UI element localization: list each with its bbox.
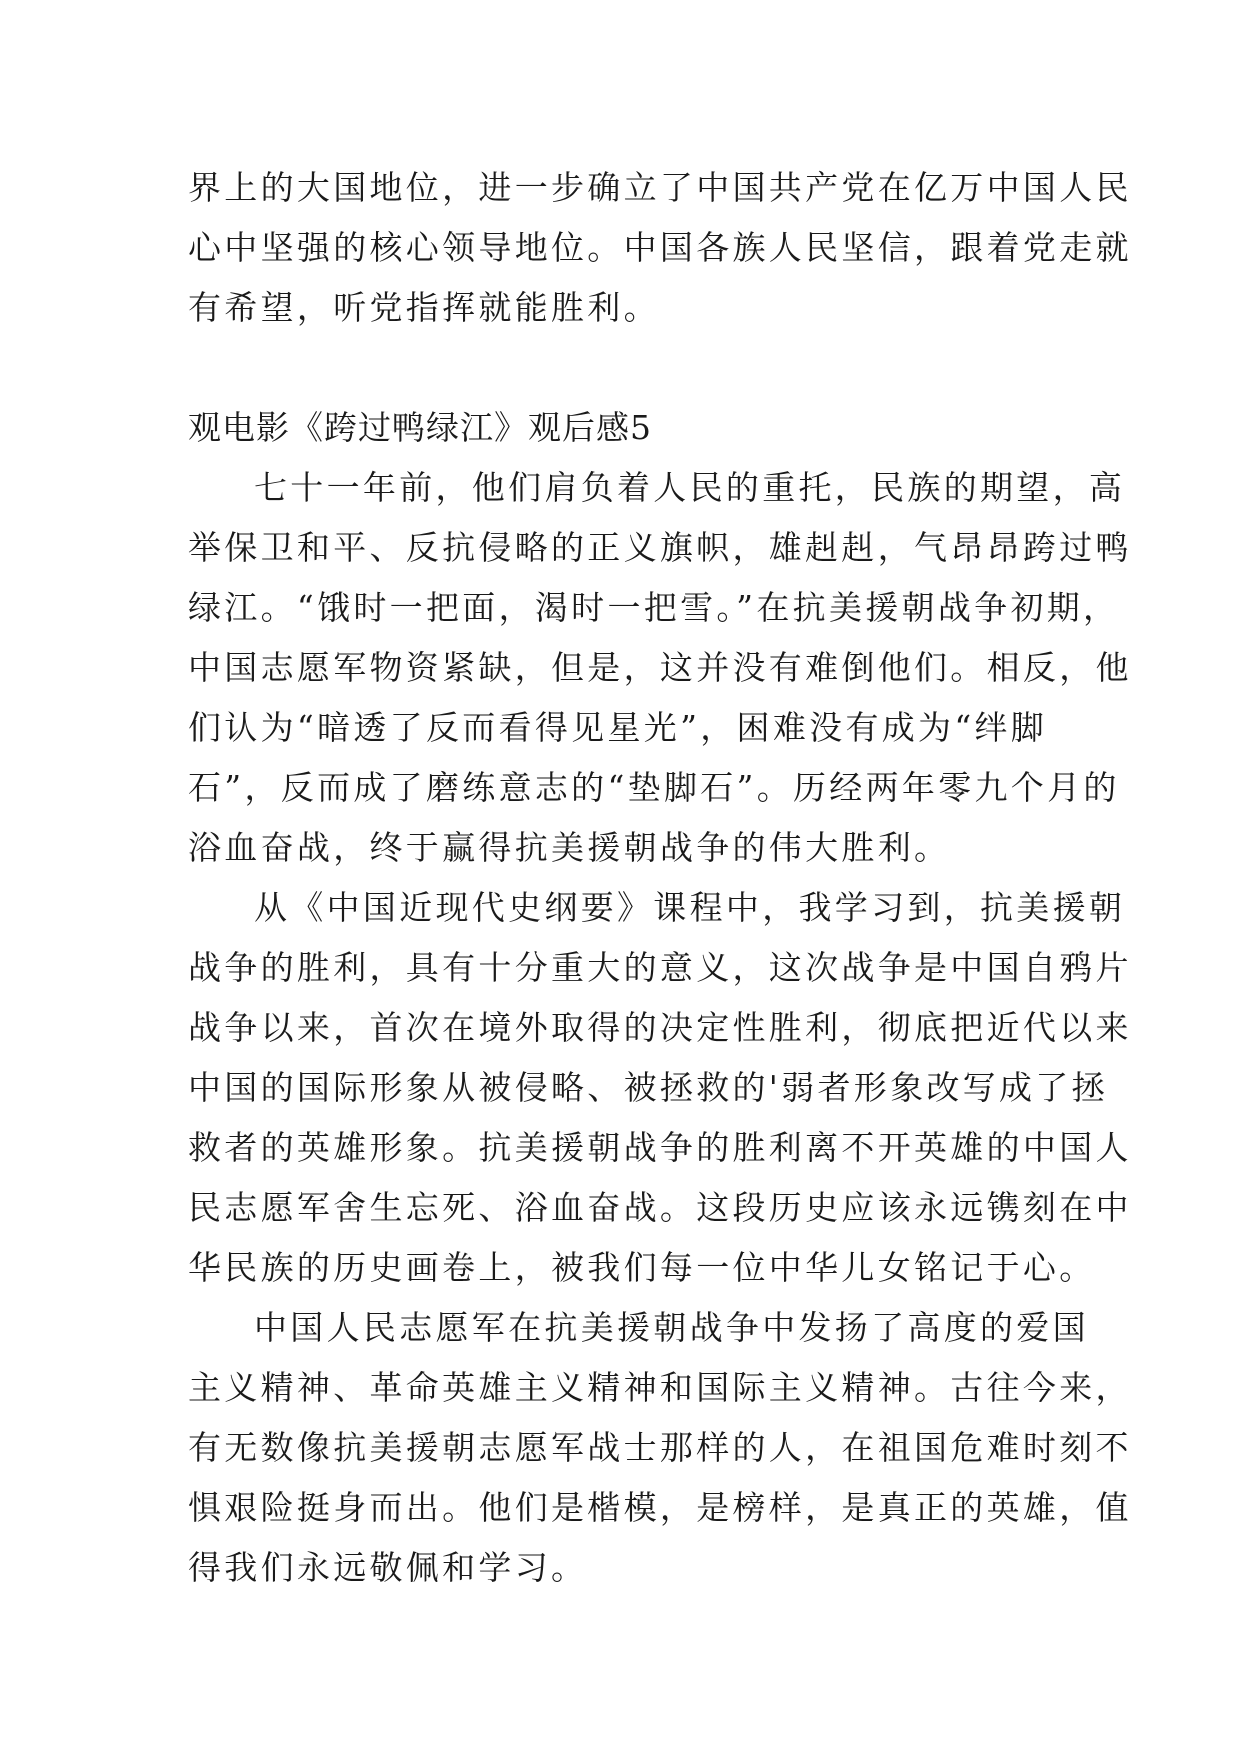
section-heading: 观电影《跨过鸭绿江》观后感5 bbox=[188, 408, 652, 447]
text-line: 中国人民志愿军在抗美援朝战争中发扬了高度的爱国 bbox=[254, 1308, 1089, 1347]
text-line: 举保卫和平、反抗侵略的正义旗帜，雄赳赳，气昂昂跨过鸭 bbox=[188, 528, 1132, 567]
text-line: 浴血奋战，终于赢得抗美援朝战争的伟大胜利。 bbox=[188, 828, 951, 867]
continuation-paragraph bbox=[188, 158, 1132, 338]
text-line: 民志愿军舍生忘死、浴血奋战。这段历史应该永远镌刻在中 bbox=[188, 1188, 1132, 1227]
body-paragraph-2 bbox=[188, 878, 1132, 1298]
text-line: 战争的胜利，具有十分重大的意义，这次战争是中国自鸦片 bbox=[188, 948, 1132, 987]
text-line: 们认为“暗透了反而看得见星光”，困难没有成为“绊脚 bbox=[188, 708, 1048, 747]
text-line: 有无数像抗美援朝志愿军战士那样的人，在祖国危难时刻不 bbox=[188, 1428, 1132, 1467]
body-paragraph-1 bbox=[188, 458, 1132, 878]
text-line: 中国志愿军物资紧缺，但是，这并没有难倒他们。相反，他 bbox=[188, 648, 1132, 687]
text-line: 绿江。“饿时一把面，渴时一把雪。”在抗美援朝战争初期， bbox=[188, 588, 1120, 627]
document-page bbox=[188, 158, 1132, 1598]
text-line: 界上的大国地位，进一步确立了中国共产党在亿万中国人民 bbox=[188, 168, 1132, 207]
text-line: 战争以来，首次在境外取得的决定性胜利，彻底把近代以来 bbox=[188, 1008, 1132, 1047]
text-line: 从《中国近现代史纲要》课程中，我学习到，抗美援朝 bbox=[254, 888, 1126, 927]
text-line: 中国的国际形象从被侵略、被拯救的'弱者形象改写成了拯 bbox=[188, 1068, 1108, 1107]
text-line: 心中坚强的核心领导地位。中国各族人民坚信，跟着党走就 bbox=[188, 228, 1132, 267]
text-line: 石”，反而成了磨练意志的“垫脚石”。历经两年零九个月的 bbox=[188, 768, 1120, 807]
text-line: 有希望，听党指挥就能胜利。 bbox=[188, 288, 660, 327]
text-line: 主义精神、革命英雄主义精神和国际主义精神。古往今来， bbox=[188, 1368, 1132, 1407]
text-line: 华民族的历史画卷上，被我们每一位中华儿女铭记于心。 bbox=[188, 1248, 1096, 1287]
text-line: 救者的英雄形象。抗美援朝战争的胜利离不开英雄的中国人 bbox=[188, 1128, 1132, 1167]
text-line: 得我们永远敬佩和学习。 bbox=[188, 1548, 588, 1587]
text-line: 七十一年前，他们肩负着人民的重托，民族的期望，高 bbox=[254, 468, 1126, 507]
text-line: 惧艰险挺身而出。他们是楷模，是榜样，是真正的英雄，值 bbox=[188, 1488, 1132, 1527]
body-paragraph-3 bbox=[188, 1298, 1132, 1598]
